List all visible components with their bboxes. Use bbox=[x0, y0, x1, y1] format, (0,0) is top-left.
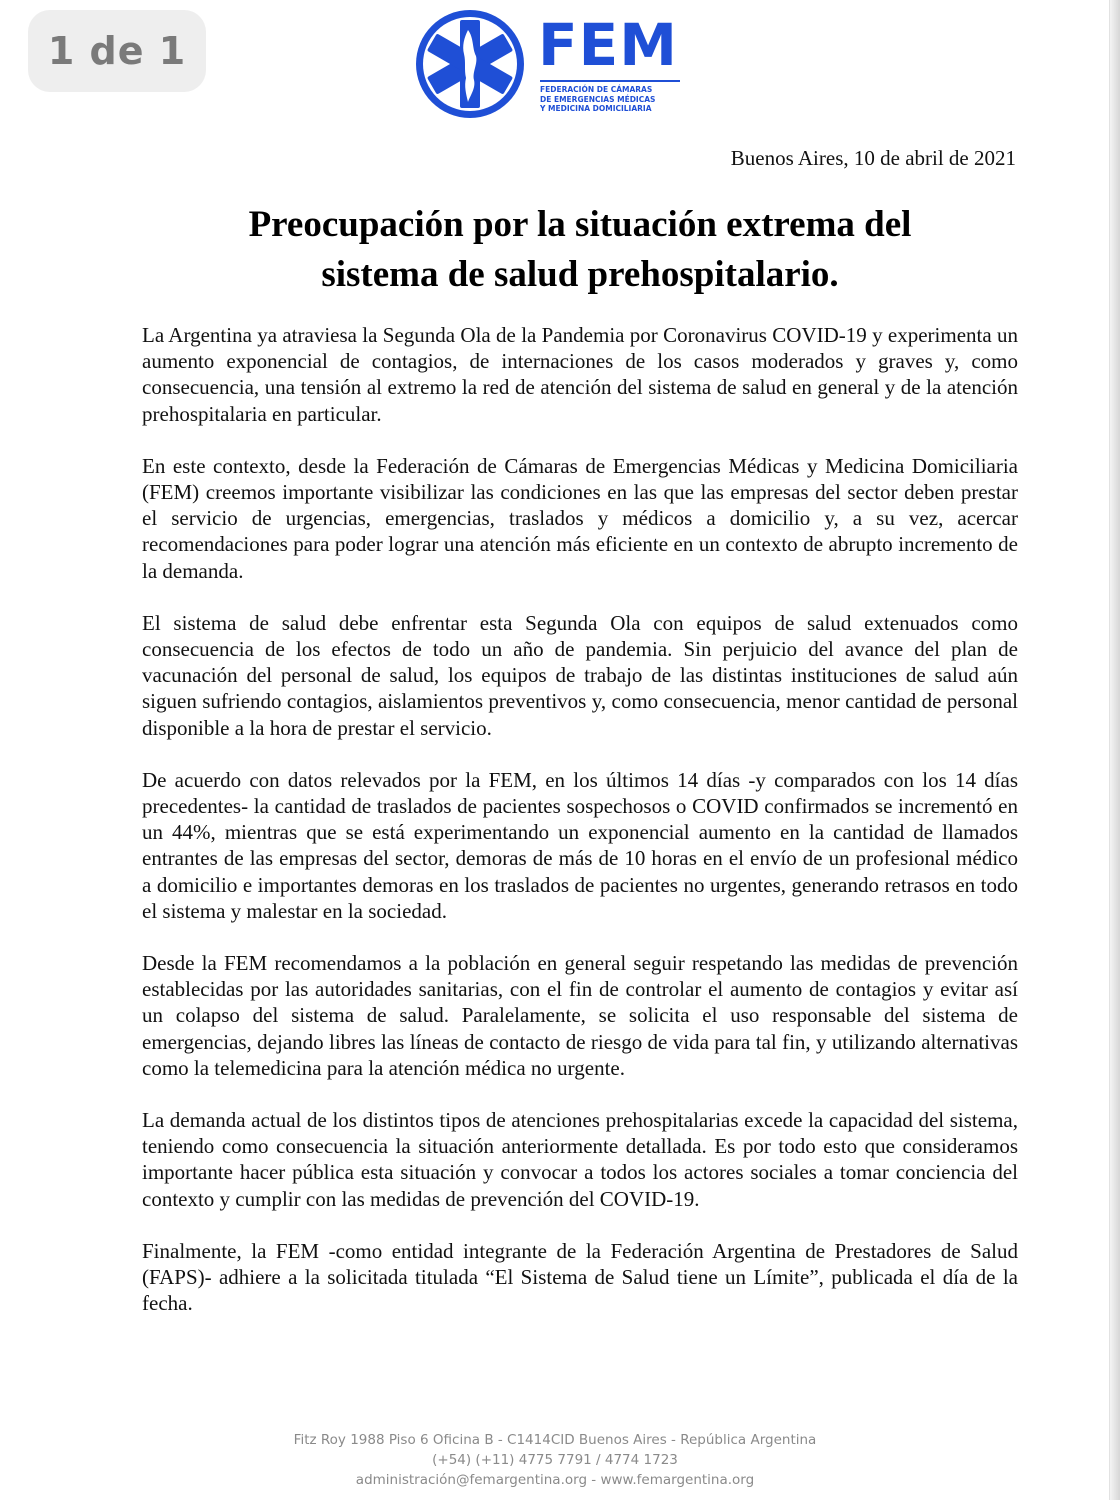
logo-subtitle-line: FEDERACIÓN DE CÁMARAS bbox=[540, 85, 653, 94]
body-paragraph: El sistema de salud debe enfrentar esta Segunda Ola con equipos de salud extenuados como consecuencia de los efectos de todo un año de pandemia. Sin perjuicio del avance del plan de vacunación del personal de salud, los equipos de trabajo de las distintas instituciones de salud aún siguen sufriendo contagios, aislamientos preventivos y, como consecuencia, menor cantidad de personal disponible a la hora de prestar el servicio. bbox=[142, 610, 1018, 740]
logo-subtitle bbox=[540, 80, 680, 114]
body-paragraph: La Argentina ya atraviesa la Segunda Ola de la Pandemia por Coronavirus COVID-19 y experimenta un aumento exponencial de contagios, de internaciones de los casos moderados y graves y, como consecuencia, una tensión al extremo la red de atención del sistema de salud en general y de la atención prehospitalaria en particular. bbox=[142, 323, 1018, 426]
body-paragraph: De acuerdo con datos relevados por la FEM, en los últimos 14 días -y comparados con los 14 días precedentes- la cantidad de traslados de pacientes sospechosos o COVID confirmados se incrementó en un 44%, mientras que se está experimentando un exponencial aumento en la cantidad de llamados entrantes de las empresas del sector, demoras de más de 10 horas en el envío de un profesional médico a domicilio e importantes demoras en los traslados de pacientes no urgentes, generando retrasos en todo el sistema y malestar en la sociedad. bbox=[142, 767, 1018, 923]
star-of-life-emblem-icon bbox=[414, 8, 526, 120]
body-paragraph: Desde la FEM recomendamos a la población en general seguir respetando las medidas de prevención establecidas por las autoridades sanitarias, con el fin de controlar el aumento de contagios y evitar así un colapso del sistema de salud. Paralelamente, se solicita el uso responsable del sistema de emergencias, dejando libres las líneas de contacto de riesgo de vida para tal fin, y utilizando alternativas como la telemedicina para la atención médica no urgente. bbox=[142, 951, 1018, 1080]
window-edge bbox=[1109, 0, 1120, 1500]
body-paragraph: Finalmente, la FEM -como entidad integrante de la Federación Argentina de Prestadores de Salud (FAPS)- adhiere a la solicitada titulada “El Sistema de Salud tiene un Límite”, publicada el día de la fecha. bbox=[142, 1238, 1018, 1316]
document-body bbox=[142, 322, 1018, 1343]
page-indicator-badge bbox=[28, 10, 206, 92]
page-indicator-label: 1 de 1 bbox=[47, 29, 187, 73]
document-title-line: Preocupación por la situación extrema del bbox=[248, 204, 912, 245]
body-paragraph: La demanda actual de los distintos tipos de atenciones prehospitalarias excede la capacidad del sistema, teniendo como consecuencia la situación anteriormente detallada. Es por todo esto que consideramos importante hacer pública esta situación y convocar a todos los actores sociales a tomar conciencia del contexto y cumplir con las medidas de prevención del COVID-19. bbox=[142, 1108, 1018, 1211]
document-title bbox=[142, 200, 1018, 300]
logo-wordmark: FEM bbox=[538, 11, 678, 79]
footer-phone: (+54) (+11) 4775 7791 / 4774 1723 bbox=[432, 1452, 678, 1468]
document-date: Buenos Aires, 10 de abril de 2021 bbox=[730, 146, 1016, 170]
footer-contact: administración@femargentina.org - www.femargentina.org bbox=[355, 1472, 755, 1488]
fem-logo bbox=[414, 8, 678, 120]
document-footer bbox=[0, 1430, 1110, 1490]
logo-subtitle-line: Y MEDICINA DOMICILIARIA bbox=[540, 104, 652, 113]
footer-address: Fitz Roy 1988 Piso 6 Oficina B - C1414CID Buenos Aires - República Argentina bbox=[293, 1432, 817, 1448]
logo-subtitle-line: DE EMERGENCIAS MÉDICAS bbox=[540, 94, 656, 104]
body-paragraph: En este contexto, desde la Federación de Cámaras de Emergencias Médicas y Medicina Domiciliaria (FEM) creemos importante visibilizar las condiciones en las que las empresas del sector deben prestar el servicio de urgencias, emergencias, traslados y médicos a domicilio y, a su vez, acercar recomendaciones para poder lograr una atención más eficiente en un contexto de abrupto incremento de la demanda. bbox=[142, 453, 1018, 583]
document-title-line: sistema de salud prehospitalario. bbox=[321, 254, 839, 295]
